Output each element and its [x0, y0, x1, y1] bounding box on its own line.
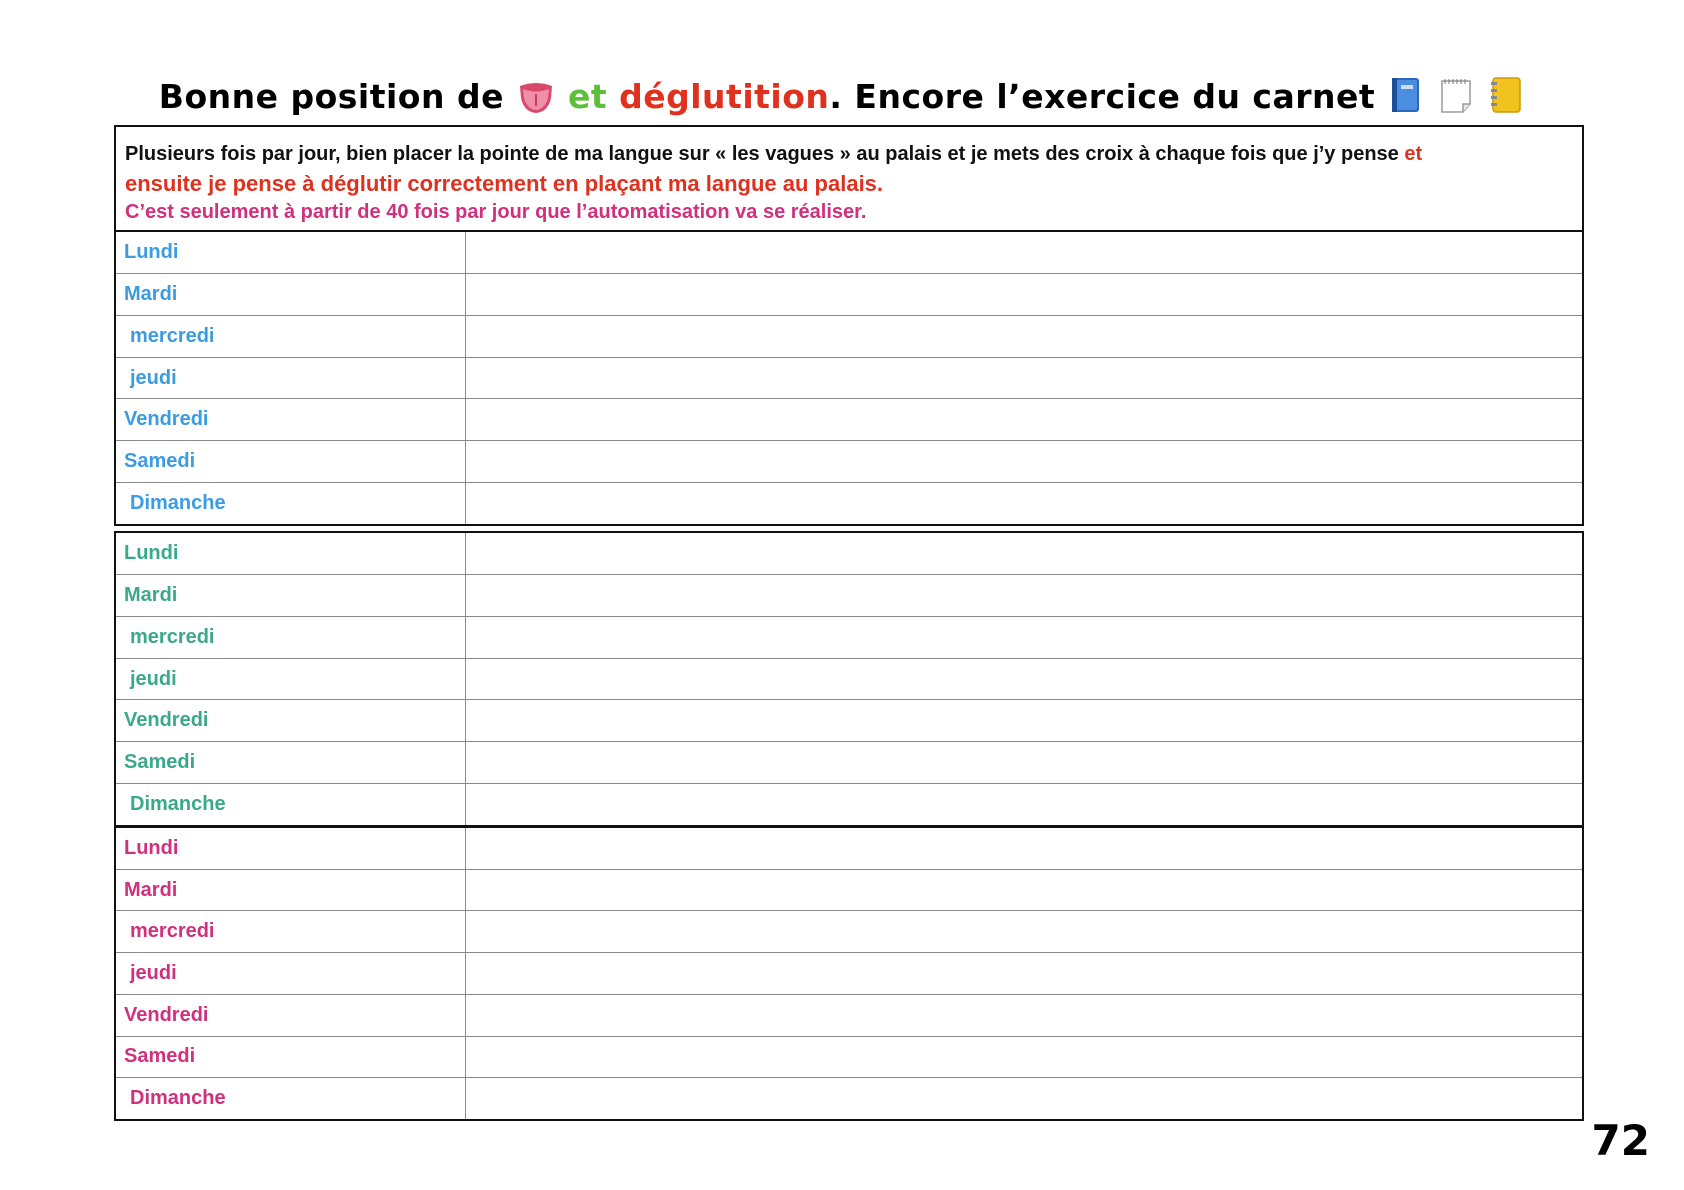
table-row: [116, 911, 1582, 953]
title-green-word: et: [567, 77, 608, 116]
table-row: [116, 274, 1582, 316]
tally-cell[interactable]: [466, 617, 1582, 658]
day-label: jeudi: [116, 659, 466, 700]
day-label: Lundi: [116, 533, 466, 574]
tally-cell[interactable]: [466, 358, 1582, 399]
day-label: jeudi: [116, 953, 466, 994]
table-row: [116, 399, 1582, 441]
day-label: Samedi: [116, 1037, 466, 1078]
table-row: [116, 828, 1582, 870]
day-label: Lundi: [116, 232, 466, 273]
day-label: mercredi: [116, 316, 466, 357]
tally-cell[interactable]: [466, 232, 1582, 273]
instructions-box: [114, 125, 1584, 232]
tally-cell[interactable]: [466, 784, 1582, 825]
instruction-line-2: ensuite je pense à déglutir correctement en plaçant ma langue au palais.: [125, 171, 884, 196]
table-row: [116, 995, 1582, 1037]
week-table-1: [114, 230, 1584, 526]
title-red-word: déglutition: [619, 77, 830, 116]
blue-book-icon: [1389, 76, 1423, 114]
notepad-icon: [1439, 76, 1473, 114]
instruction-line-1-text: Plusieurs fois par jour, bien placer la pointe de ma langue sur « les vagues » au palais et je mets des croix à chaque fois que j’y pense: [125, 143, 1399, 165]
tally-cell[interactable]: [466, 274, 1582, 315]
day-label: Samedi: [116, 441, 466, 482]
tally-cell[interactable]: [466, 483, 1582, 524]
tally-cell[interactable]: [466, 995, 1582, 1036]
week-table-2: [114, 531, 1584, 827]
page-title: [0, 76, 1684, 116]
table-row: [116, 1037, 1582, 1079]
day-label: mercredi: [116, 911, 466, 952]
table-row: [116, 1078, 1582, 1119]
tally-cell[interactable]: [466, 911, 1582, 952]
day-label: Mardi: [116, 575, 466, 616]
day-label: Mardi: [116, 870, 466, 911]
tally-cell[interactable]: [466, 1037, 1582, 1078]
day-label: Vendredi: [116, 700, 466, 741]
tally-cell[interactable]: [466, 533, 1582, 574]
table-row: [116, 700, 1582, 742]
day-label: jeudi: [116, 358, 466, 399]
day-label: Vendredi: [116, 995, 466, 1036]
page-number: 72: [1591, 1116, 1650, 1165]
table-row: [116, 742, 1582, 784]
tally-cell[interactable]: [466, 441, 1582, 482]
tally-cell[interactable]: [466, 870, 1582, 911]
day-label: Dimanche: [116, 483, 466, 524]
tally-cell[interactable]: [466, 659, 1582, 700]
instruction-line-3: C’est seulement à partir de 40 fois par jour que l’automatisation va se réaliser.: [125, 201, 867, 223]
tally-cell[interactable]: [466, 742, 1582, 783]
instruction-line-1-red: et: [1404, 143, 1423, 165]
tally-cell[interactable]: [466, 1078, 1582, 1119]
tally-cell[interactable]: [466, 953, 1582, 994]
tally-cell[interactable]: [466, 316, 1582, 357]
table-row: [116, 870, 1582, 912]
day-label: Dimanche: [116, 784, 466, 825]
title-part1: Bonne position de: [158, 77, 504, 116]
tally-cell[interactable]: [466, 399, 1582, 440]
day-label: Dimanche: [116, 1078, 466, 1119]
table-row: [116, 784, 1582, 825]
table-row: [116, 575, 1582, 617]
table-row: [116, 533, 1582, 575]
table-row: [116, 483, 1582, 524]
day-label: Mardi: [116, 274, 466, 315]
day-label: Samedi: [116, 742, 466, 783]
table-row: [116, 358, 1582, 400]
day-label: mercredi: [116, 617, 466, 658]
day-label: Vendredi: [116, 399, 466, 440]
instruction-line-1: [125, 139, 1573, 170]
title-part2: . Encore l’exercice du carnet: [829, 77, 1376, 116]
week-table-3: [114, 826, 1584, 1121]
tally-cell[interactable]: [466, 828, 1582, 869]
tally-cell[interactable]: [466, 575, 1582, 616]
table-row: [116, 316, 1582, 358]
yellow-notebook-icon: [1489, 76, 1523, 114]
table-row: [116, 659, 1582, 701]
table-row: [116, 617, 1582, 659]
table-row: [116, 232, 1582, 274]
tally-cell[interactable]: [466, 700, 1582, 741]
table-row: [116, 441, 1582, 483]
day-label: Lundi: [116, 828, 466, 869]
table-row: [116, 953, 1582, 995]
tongue-icon: [518, 80, 554, 114]
